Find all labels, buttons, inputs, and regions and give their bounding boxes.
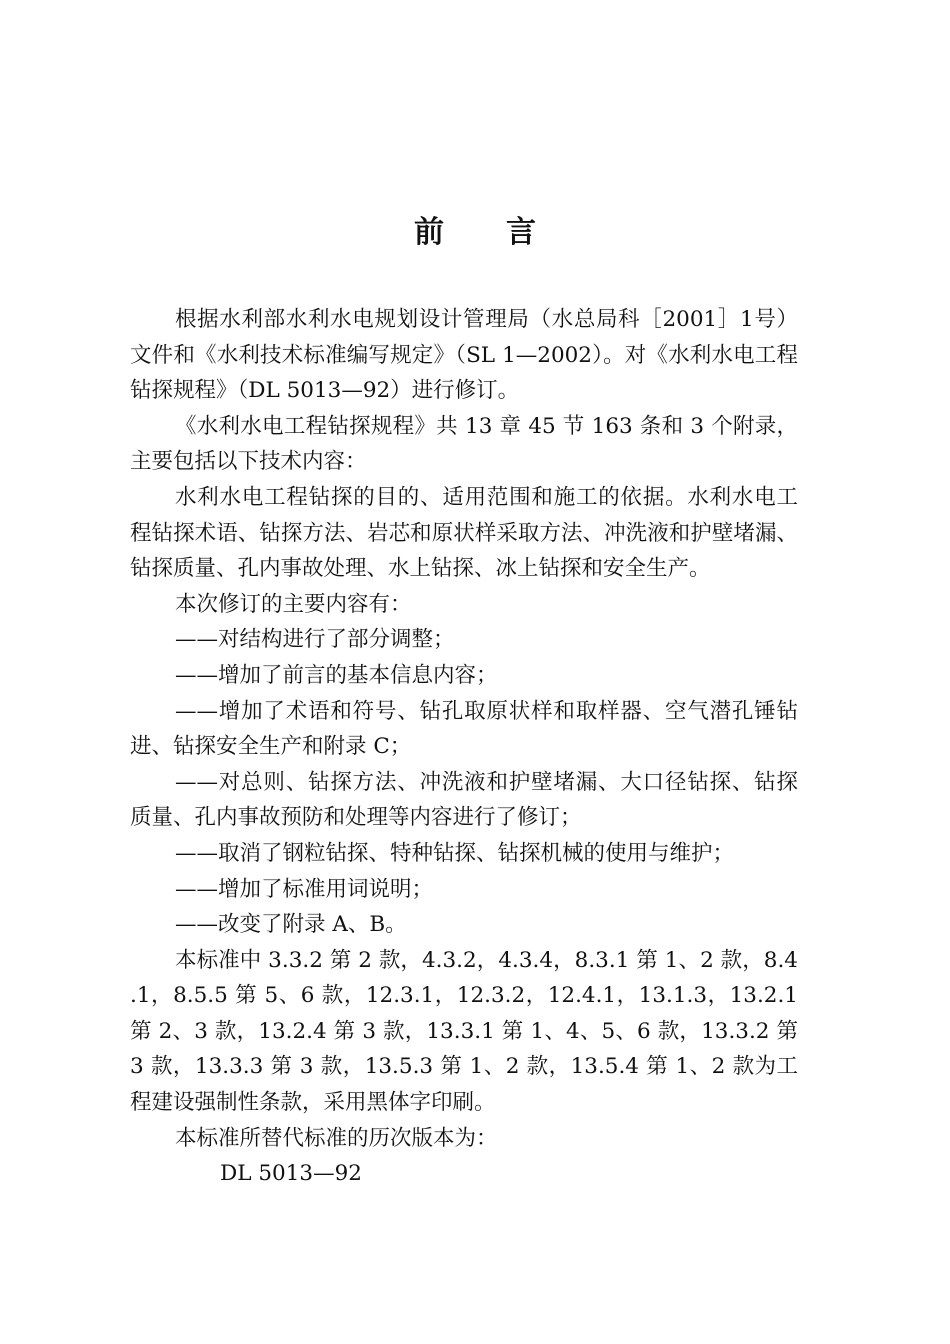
revision-item: ——增加了前言的基本信息内容； [175,662,498,688]
replaced-version: DL 5013—92 [220,1161,362,1187]
paragraph-basis: 根据水利部水利水电规划设计管理局（水总局科［2001］1号）文件和《水利技术标准编写规定》（SL 1—2002）。对《水利水电工程钻探规程》（DL 5013—92）进行修订。 [130,307,798,404]
revision-item: ——增加了标准用词说明； [175,876,434,902]
paragraph-contents: 水利水电工程钻探的目的、适用范围和施工的依据。水利水电工程钻探术语、钻探方法、岩芯和原状样采取方法、冲洗液和护壁堵漏、钻探质量、孔内事故处理、水上钻探、冰上钻探和安全生产。 [130,484,798,582]
paragraph-scope: 《水利水电工程钻探规程》共 13 章 45 节 163 条和 3 个附录，主要包括以下技术内容： [130,413,798,475]
revision-item: ——改变了附录 A、B。 [175,912,407,938]
preface-body [130,302,798,1192]
revision-item: ——取消了钢粒钻探、特种钻探、钻探机械的使用与维护； [175,840,735,866]
page-title: 前言 [414,215,598,250]
revision-item: ——对总则、钻探方法、冲洗液和护壁堵漏、大口径钻探、钻探质量、孔内事故预防和处理等内容进行了修订； [130,769,798,831]
revision-item: ——增加了术语和符号、钻孔取原状样和取样器、空气潜孔锤钻进、钻探安全生产和附录 C； [130,698,798,760]
revision-item: ——对结构进行了部分调整； [175,627,455,653]
paragraph-revision-intro: 本次修订的主要内容有： [175,591,412,617]
paragraph-replaced-intro: 本标准所替代标准的历次版本为： [175,1125,498,1151]
paragraph-mandatory-clauses: 本标准中 3.3.2 第 2 款，4.3.2，4.3.4，8.3.1 第 1、2 款，8.4.1，8.5.5 第 5、6 款，12.3.1，12.3.2，12.4.1，13.1.3，13.2.1 第 2、3 款，13.2.4 第 3 款，13.3.1 第 1、4、5、6 款，13.3.2 第 3 款，13.3.3 第 3 款，13.5.3 第 1、2 款，13.5.4 第 1、2 款为工程建设强制性条款，采用黑体字印刷。 [130,947,798,1116]
